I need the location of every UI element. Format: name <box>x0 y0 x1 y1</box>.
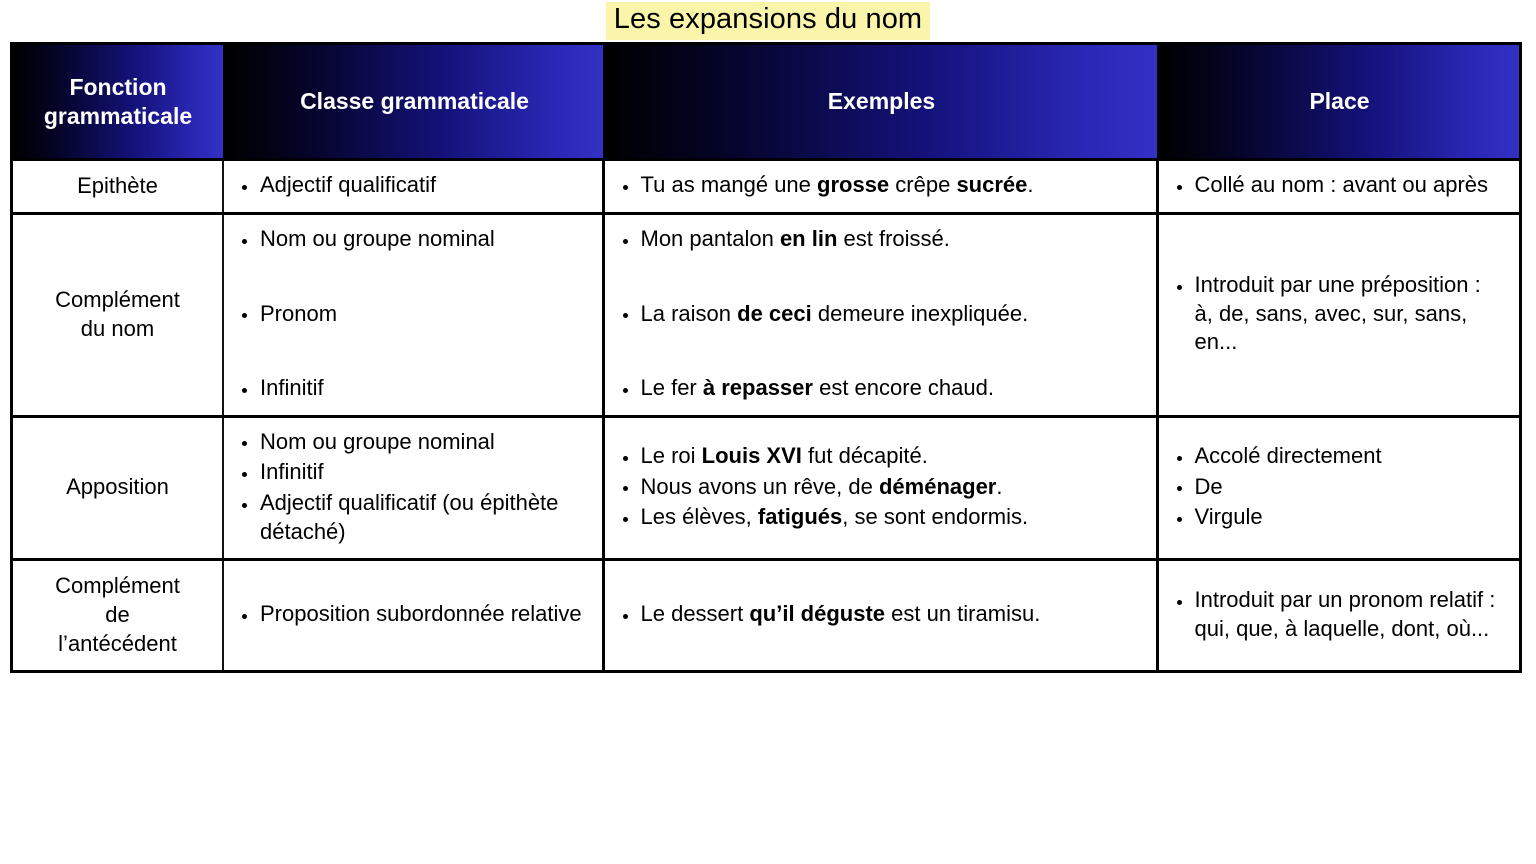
list-item <box>619 300 1142 329</box>
fonction-line: du nom <box>80 315 155 341</box>
list-item: Pronom <box>238 300 588 329</box>
plain-text: La raison <box>640 300 738 326</box>
list-item: Nom ou groupe nominal <box>238 225 588 254</box>
place-list <box>1173 586 1506 643</box>
column-header-classe-grammaticale <box>223 45 603 160</box>
column-header-label: Classe grammaticale <box>300 88 529 115</box>
list-item: Accolé directement <box>1173 442 1506 471</box>
cell-classe-grammaticale <box>223 416 603 559</box>
emphasized-text: qu’il déguste <box>749 601 886 627</box>
list-item: Collé au nom : avant ou après <box>1173 171 1506 200</box>
classe-list <box>238 428 588 546</box>
cell-exemples <box>603 160 1157 214</box>
cell-exemples <box>603 214 1157 417</box>
cell-fonction-grammaticale <box>13 416 223 559</box>
list-item: Virgule <box>1173 503 1506 532</box>
exemples-list <box>619 600 1142 629</box>
fonction-line: de <box>105 602 130 628</box>
plain-text: est encore chaud. <box>812 375 994 401</box>
classe-list <box>238 225 588 403</box>
table-row <box>13 160 1519 214</box>
list-item: Adjectif qualificatif <box>238 171 588 200</box>
plain-text: est un tiramisu. <box>885 601 1041 627</box>
emphasized-text: sucrée <box>956 172 1028 198</box>
fonction-line: l’antécédent <box>58 631 177 657</box>
fonction-line: Epithète <box>77 173 158 198</box>
plain-text: crêpe <box>889 172 957 198</box>
cell-place <box>1157 560 1519 671</box>
emphasized-text: Louis XVI <box>701 443 802 469</box>
table-header <box>13 45 1519 160</box>
cell-fonction-grammaticale <box>13 160 223 214</box>
table-header-row <box>13 45 1519 160</box>
list-item <box>619 600 1142 629</box>
cell-fonction-grammaticale <box>13 560 223 671</box>
column-header-line-1: Fonction <box>69 74 167 101</box>
list-item: Infinitif <box>238 374 588 403</box>
emphasized-text: fatigués <box>757 504 843 530</box>
expansions-table-wrapper <box>10 42 1522 673</box>
plain-text: demeure inexpliquée. <box>811 300 1029 326</box>
list-item: Introduit par un pronom relatif : qui, que, à laquelle, dont, où... <box>1173 586 1506 643</box>
classe-list <box>238 171 588 200</box>
list-item: Adjectif qualificatif (ou épithète détaché) <box>238 489 588 546</box>
place-list <box>1173 271 1506 357</box>
plain-text: Le dessert <box>640 601 750 627</box>
plain-text: Nous avons un rêve, de <box>640 473 879 499</box>
table-body <box>13 160 1519 671</box>
column-header-label: Exemples <box>827 88 936 115</box>
expansions-table <box>13 45 1519 670</box>
cell-place <box>1157 160 1519 214</box>
list-item <box>619 171 1142 200</box>
plain-text: est froissé. <box>837 226 950 252</box>
list-item <box>619 442 1142 471</box>
title-bar <box>0 0 1536 42</box>
fonction-line: Apposition <box>66 474 169 500</box>
cell-exemples <box>603 416 1157 559</box>
list-item: Introduit par une préposition : à, de, sans, avec, sur, sans, en... <box>1173 271 1506 357</box>
list-item <box>619 473 1142 502</box>
list-item <box>619 374 1142 403</box>
cell-place <box>1157 416 1519 559</box>
emphasized-text: grosse <box>817 172 890 198</box>
column-header-exemples <box>603 45 1157 160</box>
exemples-list <box>619 442 1142 532</box>
table-row <box>13 560 1519 671</box>
cell-fonction-grammaticale <box>13 214 223 417</box>
place-list <box>1173 171 1506 200</box>
table-row <box>13 416 1519 559</box>
plain-text: . <box>996 473 1003 499</box>
list-item: Proposition subordonnée relative <box>238 600 588 629</box>
column-header-label: Place <box>1309 88 1370 115</box>
plain-text: Les élèves, <box>640 504 758 530</box>
plain-text: Tu as mangé une <box>640 172 818 198</box>
page-title: Les expansions du nom <box>606 2 930 40</box>
column-header-fonction-grammaticale <box>13 45 223 160</box>
plain-text: Mon pantalon <box>640 226 780 252</box>
list-item <box>619 503 1142 532</box>
emphasized-text: de ceci <box>737 300 812 326</box>
plain-text: . <box>1027 172 1034 198</box>
cell-place <box>1157 214 1519 417</box>
cell-classe-grammaticale <box>223 214 603 417</box>
cell-classe-grammaticale <box>223 160 603 214</box>
fonction-line: Complément <box>55 573 180 599</box>
plain-text: Le fer <box>640 375 703 401</box>
fonction-line: Complément <box>55 286 180 312</box>
exemples-list <box>619 171 1142 200</box>
column-header-place <box>1157 45 1519 160</box>
cell-classe-grammaticale <box>223 560 603 671</box>
emphasized-text: à repasser <box>702 375 813 401</box>
emphasized-text: déménager <box>878 473 997 499</box>
plain-text: , se sont endormis. <box>842 504 1029 530</box>
exemples-list <box>619 225 1142 403</box>
classe-list <box>238 600 588 629</box>
emphasized-text: en lin <box>779 226 838 252</box>
table-row <box>13 214 1519 417</box>
place-list <box>1173 442 1506 532</box>
list-item <box>619 225 1142 254</box>
plain-text: fut décapité. <box>801 443 928 469</box>
plain-text: Le roi <box>640 443 702 469</box>
list-item: De <box>1173 473 1506 502</box>
list-item: Nom ou groupe nominal <box>238 428 588 457</box>
cell-exemples <box>603 560 1157 671</box>
list-item: Infinitif <box>238 458 588 487</box>
column-header-line-2: grammaticale <box>43 102 193 129</box>
